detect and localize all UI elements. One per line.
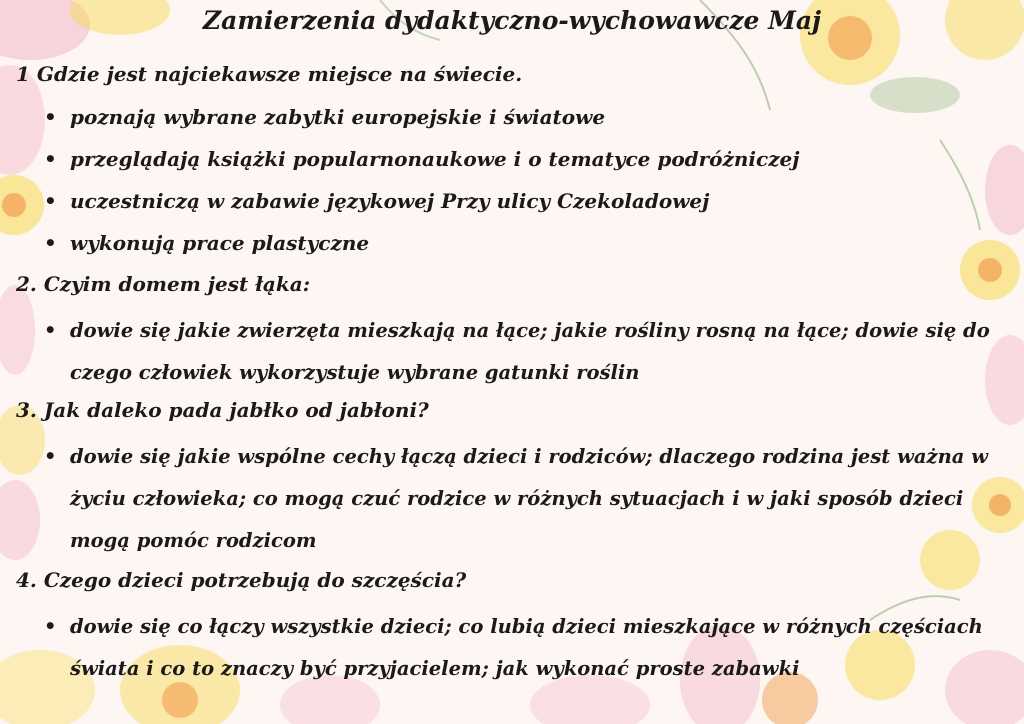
list-item: • przeglądają książki popularnonaukowe i o tematyce podróżniczej xyxy=(44,138,1019,180)
bullet-list xyxy=(44,606,1019,690)
section-heading: 4. Czego dzieci potrzebują do szczęścia? xyxy=(16,568,467,592)
section-heading: 2. Czyim domem jest łąka: xyxy=(16,272,311,296)
list-item: • wykonują prace plastyczne xyxy=(44,222,1019,264)
list-item: • poznają wybrane zabytki europejskie i światowe xyxy=(44,96,1019,138)
section-heading: 3. Jak daleko pada jabłko od jabłoni? xyxy=(16,398,429,422)
list-item: • dowie się jakie zwierzęta mieszkają na łące; jakie rośliny rosną na łące; dowie się do czego człowiek wykorzystuje wybrane gatunki roślin xyxy=(44,310,1019,394)
list-item: • uczestniczą w zabawie językowej Przy ulicy Czekoladowej xyxy=(44,180,1019,222)
page-title: Zamierzenia dydaktyczno-wychowawcze Maj xyxy=(202,6,822,35)
bullet-list xyxy=(44,310,1019,394)
list-item: • dowie się co łączy wszystkie dzieci; co lubią dzieci mieszkające w różnych częściach świata i co to znaczy być przyjacielem; jak wykonać proste zabawki xyxy=(44,606,1019,690)
bullet-list xyxy=(44,96,1019,264)
list-item: • dowie się jakie wspólne cechy łączą dzieci i rodziców; dlaczego rodzina jest ważna w życiu człowieka; co mogą czuć rodzice w różnych sytuacjach i w jaki sposób dzieci mogą pomóc rodzicom xyxy=(44,436,1019,562)
section-heading: 1 Gdzie jest najciekawsze miejsce na świecie. xyxy=(16,62,523,86)
bullet-list xyxy=(44,436,1019,562)
